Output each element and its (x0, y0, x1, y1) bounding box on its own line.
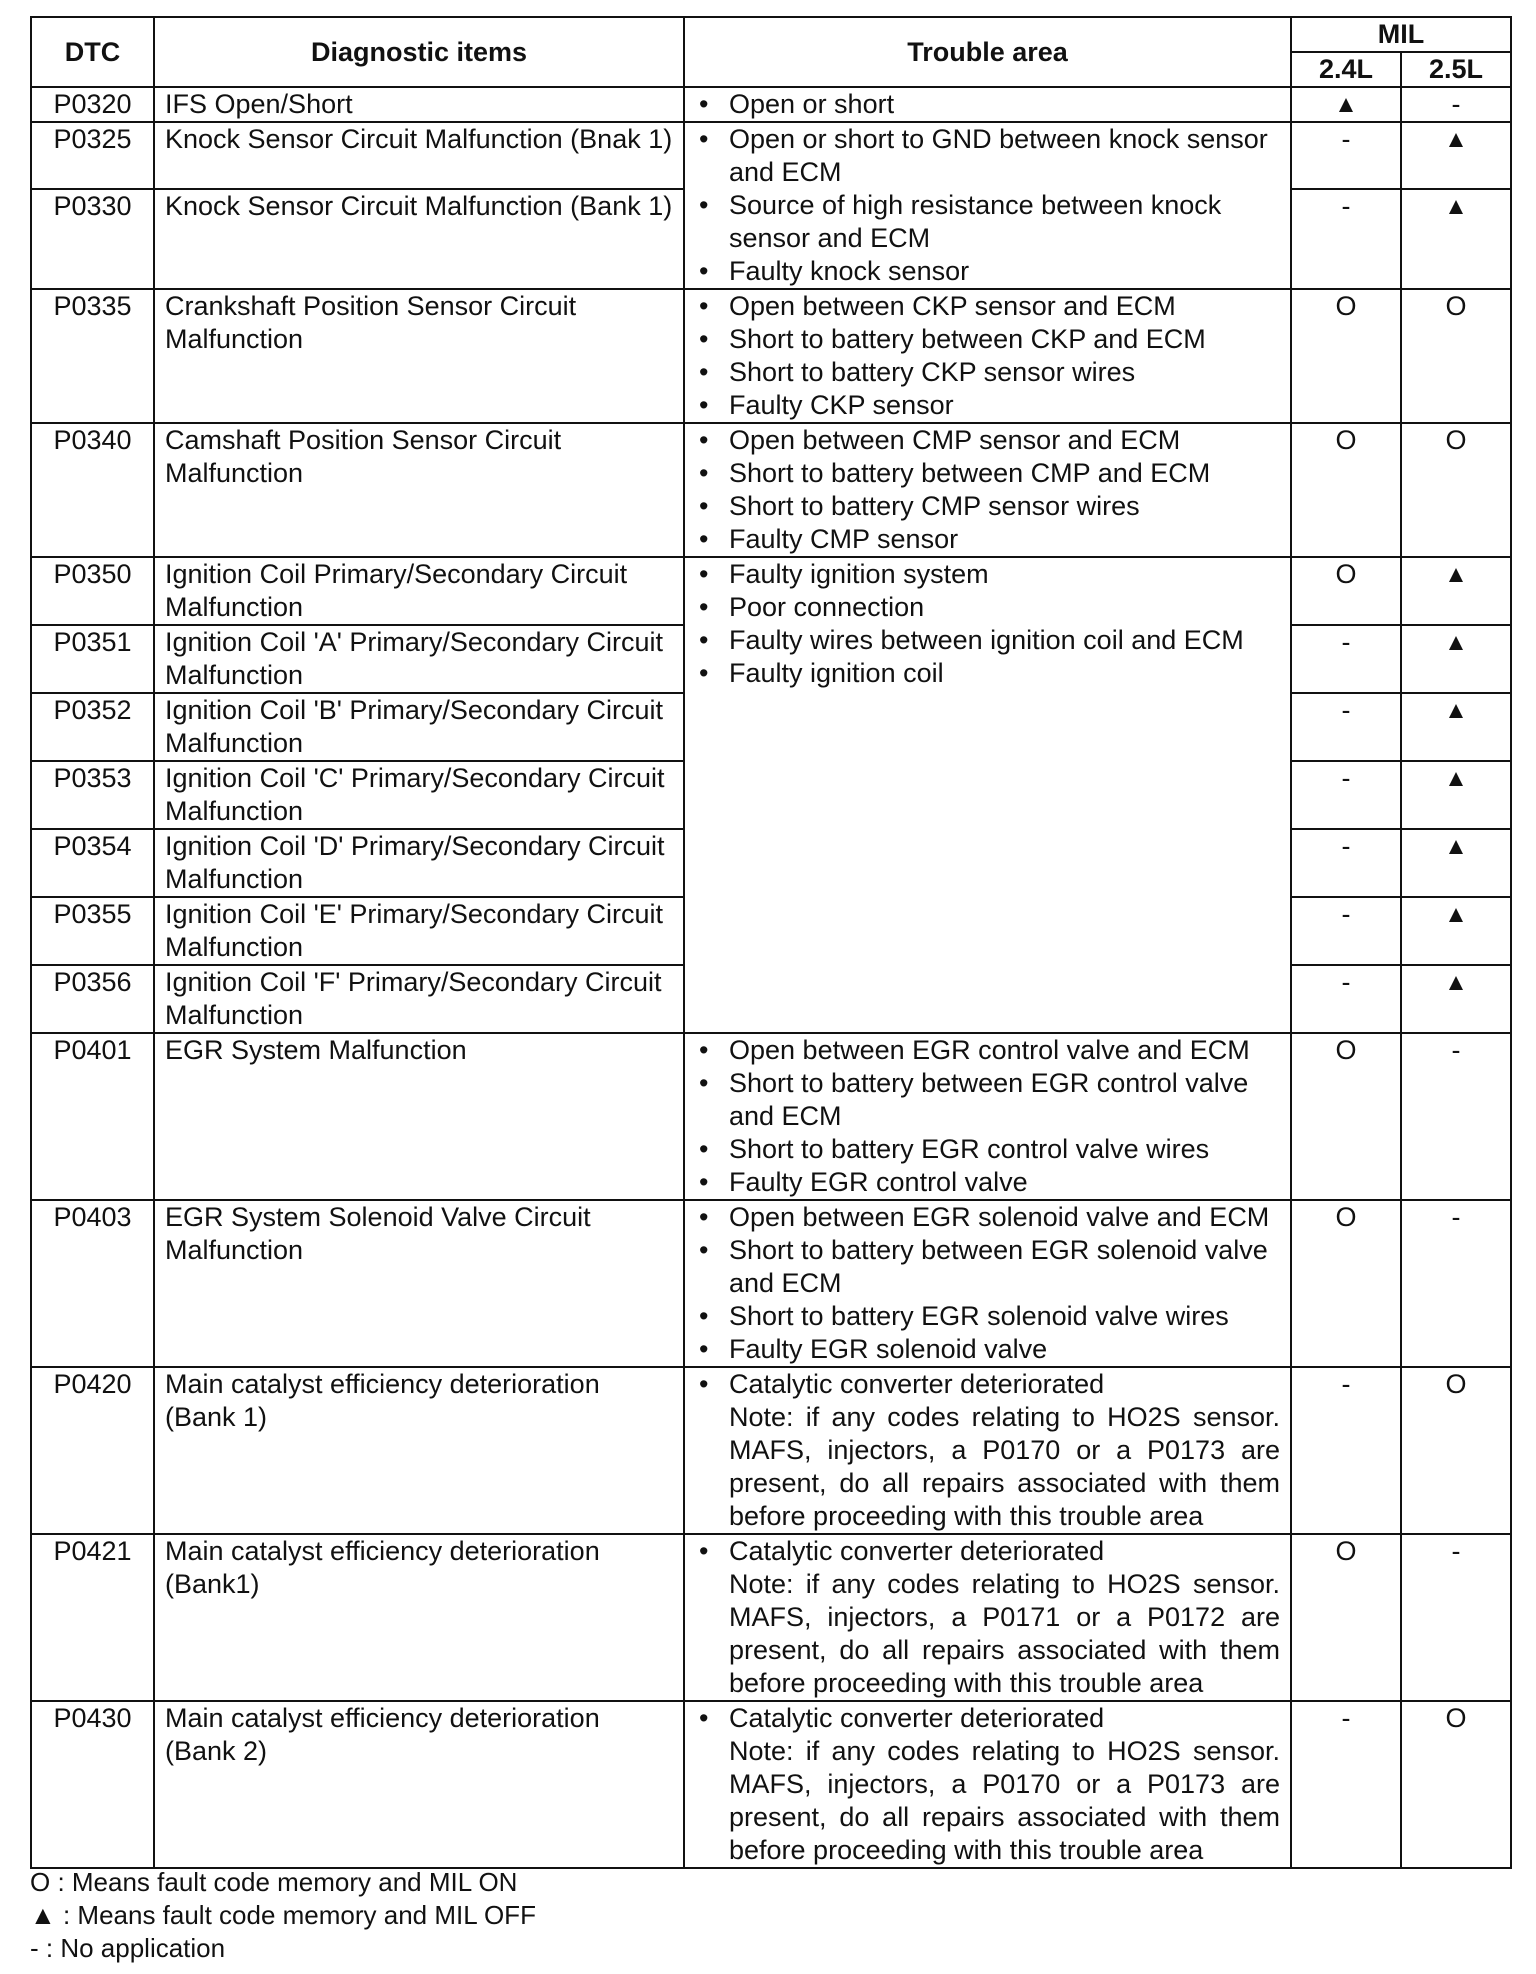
dtc-document (30, 16, 1510, 1869)
col-header-mil-2.4l: 2.4L (1291, 52, 1401, 87)
trouble-area (684, 87, 1291, 122)
mil-2.4l-status: O (1291, 1200, 1401, 1367)
dtc-code: P0340 (31, 423, 154, 557)
dtc-code: P0355 (31, 897, 154, 965)
table-row (31, 1367, 1511, 1534)
trouble-area-bullet: • Short to battery EGR control valve wires (695, 1133, 1280, 1166)
trouble-area-list (695, 1535, 1280, 1568)
legend-item-no-application: - : No application (30, 1933, 226, 1963)
table-row (31, 1033, 1511, 1200)
trouble-area-bullet: • Open or short to GND between knock sensor and ECM (695, 123, 1280, 189)
dtc-code: P0430 (31, 1701, 154, 1868)
trouble-area-bullet: • Faulty knock sensor (695, 255, 1280, 288)
mil-2.4l-status: - (1291, 1701, 1401, 1868)
diagnostic-item: Main catalyst efficiency deterioration (Bank1) (154, 1534, 684, 1701)
mil-2.4l-status: - (1291, 1367, 1401, 1534)
trouble-area-bullet: • Faulty EGR control valve (695, 1166, 1280, 1199)
diagnostic-item: Camshaft Position Sensor Circuit Malfunction (154, 423, 684, 557)
dtc-code: P0350 (31, 557, 154, 625)
table-row (31, 1200, 1511, 1367)
trouble-area (684, 289, 1291, 423)
trouble-area (684, 122, 1291, 289)
diagnostic-item: EGR System Malfunction (154, 1033, 684, 1200)
col-header-trouble-area: Trouble area (684, 17, 1291, 87)
trouble-area-list (695, 1702, 1280, 1735)
mil-2.5l-status: ▲ (1401, 897, 1511, 965)
trouble-area-bullet: • Faulty CMP sensor (695, 523, 1280, 556)
col-header-mil: MIL (1291, 17, 1511, 52)
mil-2.5l-status: - (1401, 1033, 1511, 1200)
mil-2.5l-status: - (1401, 87, 1511, 122)
trouble-area-bullet: • Faulty wires between ignition coil and ECM (695, 624, 1280, 657)
trouble-area-bullet: • Short to battery EGR solenoid valve wires (695, 1300, 1280, 1333)
trouble-area-bullet: • Open between EGR solenoid valve and ECM (695, 1201, 1280, 1234)
diagnostic-item: IFS Open/Short (154, 87, 684, 122)
dtc-code: P0421 (31, 1534, 154, 1701)
dtc-code: P0320 (31, 87, 154, 122)
dtc-code: P0420 (31, 1367, 154, 1534)
diagnostic-item: Ignition Coil 'F' Primary/Secondary Circuit Malfunction (154, 965, 684, 1033)
dtc-code: P0354 (31, 829, 154, 897)
col-header-dtc: DTC (31, 17, 154, 87)
col-header-mil-2.5l: 2.5L (1401, 52, 1511, 87)
trouble-area (684, 1033, 1291, 1200)
mil-2.5l-status: ▲ (1401, 693, 1511, 761)
trouble-area-bullet: • Source of high resistance between knock sensor and ECM (695, 189, 1280, 255)
trouble-area-bullet: • Catalytic converter deteriorated (695, 1535, 1280, 1568)
trouble-area-bullet: • Short to battery between CKP and ECM (695, 323, 1280, 356)
trouble-area-list (695, 290, 1280, 422)
mil-2.5l-status: O (1401, 1701, 1511, 1868)
trouble-area (684, 557, 1291, 1033)
mil-2.4l-status: - (1291, 965, 1401, 1033)
diagnostic-item: Ignition Coil 'D' Primary/Secondary Circuit Malfunction (154, 829, 684, 897)
table-row (31, 423, 1511, 557)
trouble-area-list (695, 1034, 1280, 1199)
dtc-code: P0353 (31, 761, 154, 829)
table-row (31, 557, 1511, 625)
mil-2.5l-status: - (1401, 1200, 1511, 1367)
trouble-area-bullet: • Faulty ignition coil (695, 657, 1280, 690)
trouble-area-note: Note: if any codes relating to HO2S sensor. MAFS, injectors, a P0170 or a P0173 are present, do all repairs associated with them before proceeding with this trouble area (729, 1402, 1280, 1531)
mil-2.5l-status: - (1401, 1534, 1511, 1701)
trouble-area (684, 423, 1291, 557)
diagnostic-item: Ignition Coil 'B' Primary/Secondary Circuit Malfunction (154, 693, 684, 761)
trouble-area-bullet: • Open between CKP sensor and ECM (695, 290, 1280, 323)
mil-2.5l-status: ▲ (1401, 625, 1511, 693)
trouble-area-bullet: • Catalytic converter deteriorated (695, 1368, 1280, 1401)
trouble-area-list (695, 88, 1280, 121)
legend-item-mil-off: ▲ : Means fault code memory and MIL OFF (30, 1900, 536, 1930)
dtc-code: P0330 (31, 189, 154, 289)
dtc-code: P0351 (31, 625, 154, 693)
table-row (31, 289, 1511, 423)
dtc-code: P0352 (31, 693, 154, 761)
mil-2.4l-status: O (1291, 289, 1401, 423)
dtc-code: P0356 (31, 965, 154, 1033)
legend (30, 1866, 536, 1965)
trouble-area-note: Note: if any codes relating to HO2S sensor. MAFS, injectors, a P0170 or a P0173 are present, do all repairs associated with them before proceeding with this trouble area (729, 1736, 1280, 1865)
trouble-area-bullet: • Short to battery between EGR solenoid valve and ECM (695, 1234, 1280, 1300)
mil-2.4l-status: O (1291, 1534, 1401, 1701)
mil-2.5l-status: ▲ (1401, 761, 1511, 829)
mil-2.4l-status: O (1291, 423, 1401, 557)
trouble-area-list (695, 1201, 1280, 1366)
trouble-area-bullet: • Poor connection (695, 591, 1280, 624)
trouble-area (684, 1534, 1291, 1701)
trouble-area-bullet: • Catalytic converter deteriorated (695, 1702, 1280, 1735)
mil-2.4l-status: O (1291, 1033, 1401, 1200)
dtc-code: P0325 (31, 122, 154, 189)
trouble-area (684, 1701, 1291, 1868)
diagnostic-item: Ignition Coil 'E' Primary/Secondary Circuit Malfunction (154, 897, 684, 965)
trouble-area-note: Note: if any codes relating to HO2S sensor. MAFS, injectors, a P0171 or a P0172 are present, do all repairs associated with them before proceeding with this trouble area (729, 1569, 1280, 1698)
mil-2.4l-status: - (1291, 625, 1401, 693)
trouble-area-bullet: • Faulty CKP sensor (695, 389, 1280, 422)
diagnostic-item: Knock Sensor Circuit Malfunction (Bank 1) (154, 189, 684, 289)
mil-2.4l-status: ▲ (1291, 87, 1401, 122)
trouble-area-list (695, 1368, 1280, 1401)
diagnostic-item: Main catalyst efficiency deterioration (Bank 1) (154, 1367, 684, 1534)
trouble-area-bullet: • Faulty ignition system (695, 558, 1280, 591)
mil-2.5l-status: ▲ (1401, 189, 1511, 289)
mil-2.4l-status: O (1291, 557, 1401, 625)
trouble-area-bullet: • Short to battery CMP sensor wires (695, 490, 1280, 523)
mil-2.5l-status: O (1401, 423, 1511, 557)
mil-2.5l-status: ▲ (1401, 122, 1511, 189)
mil-2.5l-status: ▲ (1401, 965, 1511, 1033)
trouble-area-bullet: • Open or short (695, 88, 1280, 121)
mil-2.4l-status: - (1291, 829, 1401, 897)
table-row (31, 1701, 1511, 1868)
mil-2.5l-status: ▲ (1401, 557, 1511, 625)
dtc-code: P0335 (31, 289, 154, 423)
table-row (31, 87, 1511, 122)
trouble-area-bullet: • Open between CMP sensor and ECM (695, 424, 1280, 457)
mil-2.5l-status: O (1401, 289, 1511, 423)
mil-2.4l-status: - (1291, 122, 1401, 189)
trouble-area-bullet: • Short to battery CKP sensor wires (695, 356, 1280, 389)
dtc-code: P0401 (31, 1033, 154, 1200)
diagnostic-item: Ignition Coil Primary/Secondary Circuit Malfunction (154, 557, 684, 625)
dtc-table-body (31, 87, 1511, 1868)
diagnostic-item: Crankshaft Position Sensor Circuit Malfunction (154, 289, 684, 423)
diagnostic-item: Ignition Coil 'A' Primary/Secondary Circuit Malfunction (154, 625, 684, 693)
diagnostic-item: Ignition Coil 'C' Primary/Secondary Circuit Malfunction (154, 761, 684, 829)
mil-2.4l-status: - (1291, 693, 1401, 761)
dtc-code: P0403 (31, 1200, 154, 1367)
trouble-area-list (695, 424, 1280, 556)
trouble-area-bullet: • Short to battery between CMP and ECM (695, 457, 1280, 490)
mil-2.5l-status: ▲ (1401, 829, 1511, 897)
trouble-area-bullet: • Open between EGR control valve and ECM (695, 1034, 1280, 1067)
dtc-table (30, 16, 1512, 1869)
diagnostic-item: Main catalyst efficiency deterioration (Bank 2) (154, 1701, 684, 1868)
mil-2.4l-status: - (1291, 897, 1401, 965)
mil-2.4l-status: - (1291, 761, 1401, 829)
trouble-area (684, 1200, 1291, 1367)
trouble-area-list (695, 558, 1280, 690)
col-header-diagnostic-items: Diagnostic items (154, 17, 684, 87)
trouble-area-bullet: • Short to battery between EGR control valve and ECM (695, 1067, 1280, 1133)
mil-2.5l-status: O (1401, 1367, 1511, 1534)
trouble-area (684, 1367, 1291, 1534)
mil-2.4l-status: - (1291, 189, 1401, 289)
trouble-area-list (695, 123, 1280, 288)
table-row (31, 122, 1511, 189)
diagnostic-item: EGR System Solenoid Valve Circuit Malfunction (154, 1200, 684, 1367)
legend-item-mil-on: O : Means fault code memory and MIL ON (30, 1867, 518, 1897)
diagnostic-item: Knock Sensor Circuit Malfunction (Bnak 1) (154, 122, 684, 189)
trouble-area-bullet: • Faulty EGR solenoid valve (695, 1333, 1280, 1366)
table-row (31, 1534, 1511, 1701)
